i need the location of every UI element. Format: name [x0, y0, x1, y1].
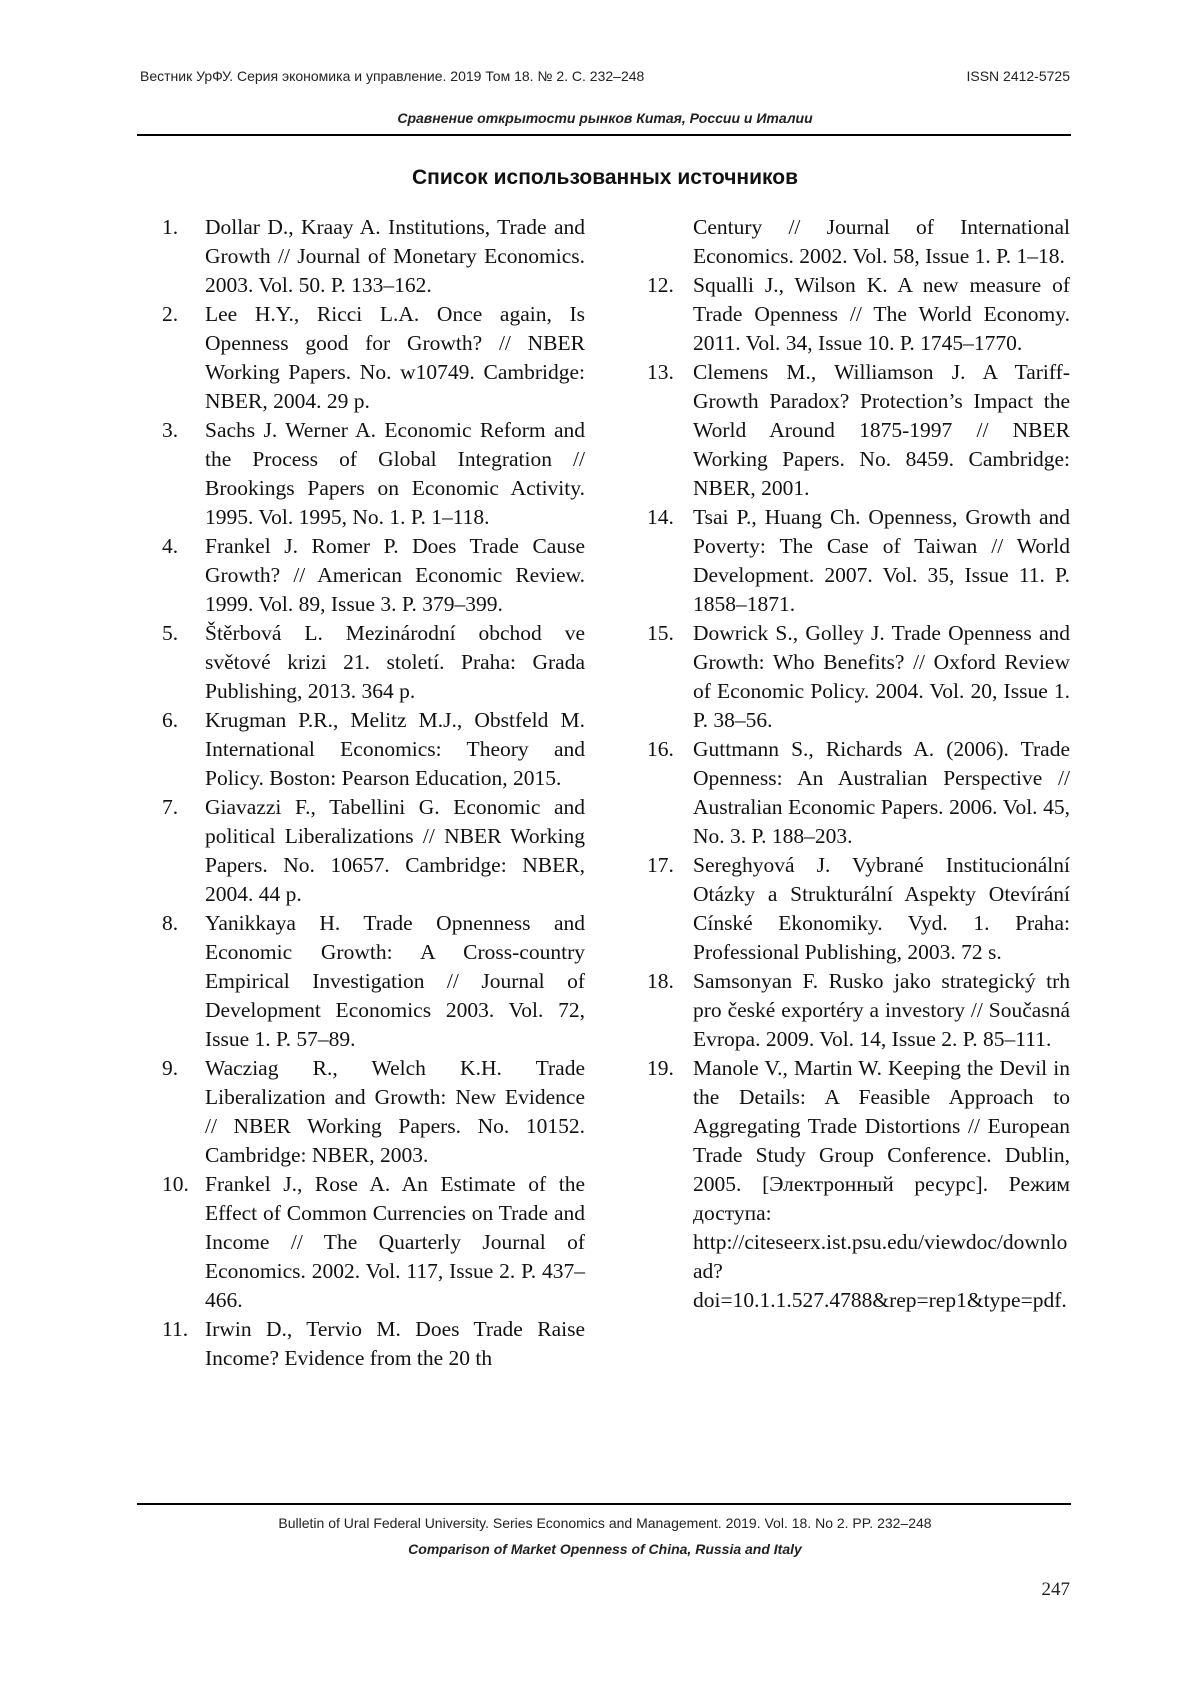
reference-text: Irwin D., Tervio M. Does Trade Raise Income? Evidence from the 20 th	[205, 1317, 585, 1370]
reference-text: Sachs J. Werner A. Economic Reform and the Process of Global Integration // Brookings Papers on Economic Activity. 1995. Vol. 1995, No. 1. P. 1–118.	[205, 418, 585, 529]
reference-text: Squalli J., Wilson K. A new measure of Trade Openness // The World Economy. 2011. Vol. 34, Issue 10. P. 1745–1770.	[693, 273, 1070, 355]
reference-item	[150, 532, 585, 619]
reference-number: 17.	[647, 853, 674, 877]
reference-text: Krugman P.R., Melitz M.J., Obstfeld M. International Economics: Theory and Policy. Boston: Pearson Education, 2015.	[205, 708, 585, 790]
reference-item	[150, 619, 585, 706]
reference-number: 2.	[162, 302, 179, 326]
page-number: 247	[1041, 1579, 1070, 1600]
reference-text: Štěrbová L. Mezinárodní obchod ve světové krizi 21. století. Praha: Grada Publishing, 2013. 364 p.	[205, 621, 585, 703]
reference-text: Frankel J., Rose A. An Estimate of the Effect of Common Currencies on Trade and Income // The Quarterly Journal of Economics. 2002. Vol. 117, Issue 2. P. 437–466.	[205, 1172, 585, 1312]
reference-number: 9.	[162, 1056, 179, 1080]
footer-article-title: Comparison of Market Openness of China, Russia and Italy	[408, 1541, 802, 1557]
section-title: Список использованных источников	[412, 166, 798, 189]
running-head	[140, 68, 1070, 84]
reference-item	[150, 300, 585, 416]
reference-number: 6.	[162, 708, 179, 732]
journal-citation: Вестник УрФУ. Серия экономика и управление. 2019 Том 18. № 2. С. 232–248	[140, 68, 645, 84]
reference-item	[150, 213, 585, 300]
reference-number: 4.	[162, 534, 179, 558]
reference-text: Manole V., Martin W. Keeping the Devil in the Details: A Feasible Approach to Aggregating Trade Distortions // European Trade Study Group Conference. Dublin, 2005. [Электронный ресурс]. Режим доступа: http://citeseerx.ist.psu.edu/viewdoc/download?doi=10.1.1.527.4788&rep=rep1&type=pdf.	[693, 1056, 1070, 1312]
reference-number: 10.	[162, 1172, 189, 1196]
reference-number: 16.	[647, 737, 674, 761]
reference-text: Yanikkaya H. Trade Opnenness and Economic Growth: A Cross-country Empirical Investigation // Journal of Development Economics 2003. Vol. 72, Issue 1. P. 57–89.	[205, 911, 585, 1051]
reference-number: 18.	[647, 969, 674, 993]
reference-number: 8.	[162, 911, 179, 935]
reference-item	[638, 851, 1070, 967]
reference-item	[638, 271, 1070, 358]
reference-item	[638, 1054, 1070, 1315]
reference-number: 1.	[162, 215, 179, 239]
reference-text: Clemens M., Williamson J. A Tariff-Growth Paradox? Protection’s Impact the World Around 1875-1997 // NBER Working Papers. No. 8459. Cambridge: NBER, 2001.	[693, 360, 1070, 500]
reference-number: 15.	[647, 621, 674, 645]
reference-text: Samsonyan F. Rusko jako strategický trh pro české exportéry a investory // Současná Evropa. 2009. Vol. 14, Issue 2. P. 85–111.	[693, 969, 1070, 1051]
issn: ISSN 2412-5725	[966, 68, 1070, 84]
reference-number: 19.	[647, 1056, 674, 1080]
reference-continuation: Century // Journal of International Economics. 2002. Vol. 58, Issue 1. P. 1–18.	[693, 215, 1070, 268]
reference-item	[150, 909, 585, 1054]
reference-text: Wacziag R., Welch K.H. Trade Liberalization and Growth: New Evidence // NBER Working Papers. No. 10152. Cambridge: NBER, 2003.	[205, 1056, 585, 1167]
article-title: Сравнение открытости рынков Китая, России и Италии	[397, 110, 813, 126]
reference-text: Frankel J. Romer P. Does Trade Cause Growth? // American Economic Review. 1999. Vol. 89, Issue 3. P. 379–399.	[205, 534, 585, 616]
reference-number: 7.	[162, 795, 179, 819]
reference-item	[150, 1054, 585, 1170]
reference-text: Sereghyová J. Vybrané Institucionální Otázky a Strukturální Aspekty Otevírání Cínské Ekonomiky. Vyd. 1. Praha: Professional Publishing, 2003. 72 s.	[693, 853, 1070, 964]
reference-number: 12.	[647, 273, 674, 297]
header-rule	[137, 134, 1071, 136]
reference-text: Guttmann S., Richards A. (2006). Trade Openness: An Australian Perspective // Australian Economic Papers. 2006. Vol. 45, No. 3. P. 188–203.	[693, 737, 1070, 848]
reference-item	[150, 706, 585, 793]
reference-number: 11.	[162, 1317, 189, 1341]
reference-item	[150, 416, 585, 532]
reference-text: Tsai P., Huang Ch. Openness, Growth and Poverty: The Case of Taiwan // World Development. 2007. Vol. 35, Issue 11. P. 1858–1871.	[693, 505, 1070, 616]
footer-journal-citation: Bulletin of Ural Federal University. Series Economics and Management. 2019. Vol. 18. No 2. PP. 232–248	[278, 1515, 932, 1531]
reference-text: Giavazzi F., Tabellini G. Economic and political Liberalizations // NBER Working Papers. No. 10657. Cambridge: NBER, 2004. 44 p.	[205, 795, 585, 906]
reference-number: 5.	[162, 621, 179, 645]
reference-item	[638, 967, 1070, 1054]
reference-item	[150, 793, 585, 909]
reference-number: 13.	[647, 360, 674, 384]
reference-item	[638, 358, 1070, 503]
reference-text: Dowrick S., Golley J. Trade Openness and Growth: Who Benefits? // Oxford Review of Economic Policy. 2004. Vol. 20, Issue 1. P. 38–56.	[693, 621, 1070, 732]
references-left-column	[150, 213, 585, 1373]
reference-number: 3.	[162, 418, 179, 442]
reference-item	[638, 735, 1070, 851]
references-right-column	[638, 213, 1070, 1315]
footer-rule	[137, 1503, 1071, 1505]
reference-item	[150, 1170, 585, 1315]
reference-text: Dollar D., Kraay A. Institutions, Trade and Growth // Journal of Monetary Economics. 2003. Vol. 50. P. 133–162.	[205, 215, 585, 297]
reference-item	[150, 1315, 585, 1373]
reference-number: 14.	[647, 505, 674, 529]
reference-text: Lee H.Y., Ricci L.A. Once again, Is Openness good for Growth? // NBER Working Papers. No. w10749. Cambridge: NBER, 2004. 29 p.	[205, 302, 585, 413]
reference-item	[638, 619, 1070, 735]
reference-item	[638, 503, 1070, 619]
